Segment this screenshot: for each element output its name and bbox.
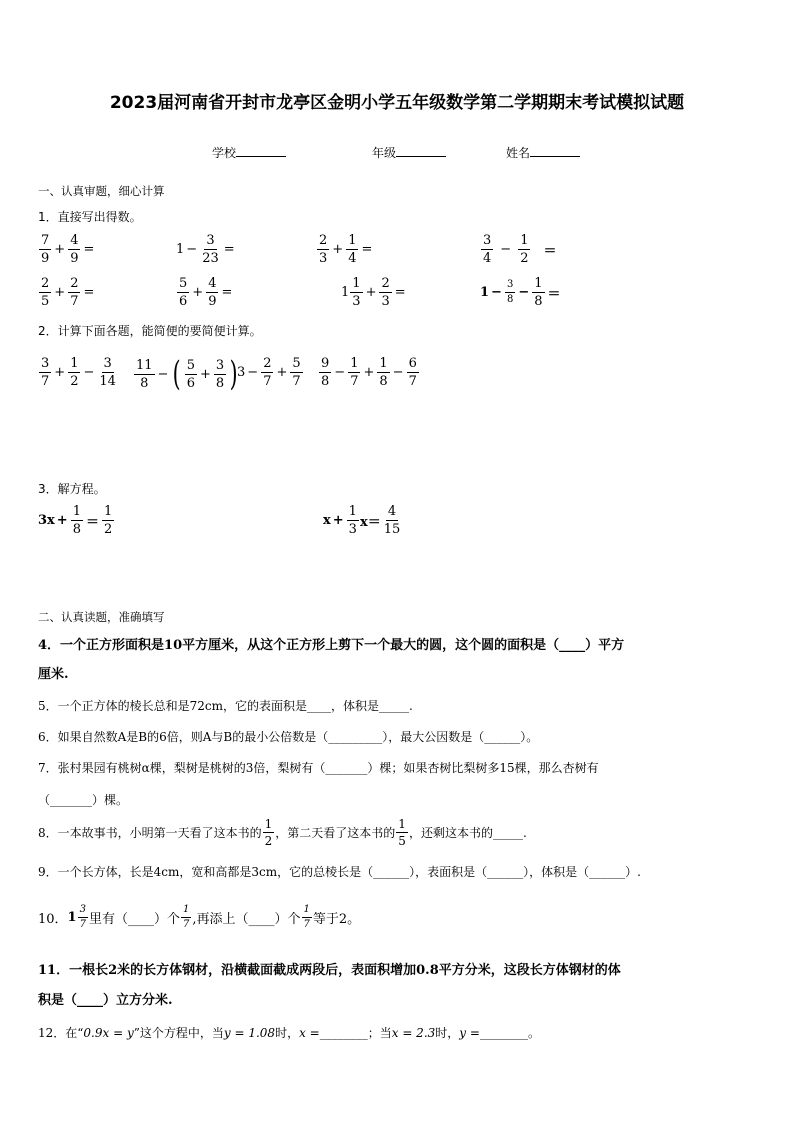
name-blank[interactable] (530, 144, 580, 157)
operator: = (223, 242, 235, 257)
numerator: 3 (41, 356, 50, 371)
q1-item (480, 234, 558, 265)
operator: ＝ (543, 244, 557, 259)
numerator: 1 (350, 356, 359, 371)
denominator: 8 (321, 374, 330, 389)
fraction (134, 359, 155, 390)
numerator: 1 (181, 905, 191, 918)
q4-line1: 4．一个正方形面积是10平方厘米，从这个正方形上剪下一个最大的圆，这个圆的面积是（____）平方 (38, 638, 625, 653)
numerator: 11 (136, 357, 153, 373)
numerator: 5 (179, 276, 188, 291)
fraction (290, 357, 302, 388)
denominator: 8 (506, 294, 514, 305)
denominator: 9 (208, 294, 217, 309)
denominator: 5 (41, 294, 50, 309)
fraction (348, 357, 360, 388)
numerator: 4 (387, 504, 397, 519)
operator: = (83, 285, 95, 300)
q10-post: 等于2。 (312, 912, 361, 927)
fraction (261, 357, 273, 388)
q3-label: 3．解方程。 (38, 482, 106, 496)
denominator: 7 (263, 374, 272, 389)
grade-label: 年级 (372, 146, 397, 160)
q2-item (133, 354, 240, 394)
denominator: 8 (140, 375, 149, 391)
name-label: 姓名 (506, 146, 531, 160)
term: x＝ (359, 515, 381, 530)
term: 3x (38, 513, 55, 528)
right-paren: ) (229, 354, 238, 394)
fraction (68, 357, 80, 388)
q2-item (38, 357, 119, 388)
section2-heading: 二、认真读题，准确填写 (38, 610, 165, 624)
q4-line2: 厘米. (38, 667, 69, 682)
numerator: 3 (78, 905, 88, 918)
q7-line1: 7．张村果园有桃树α棵，梨树是桃树的3倍，梨树有（_______）棵；如果杏树比梨树多15棵，那么杏树有 (38, 761, 599, 775)
operator: − (186, 242, 198, 257)
operator: = (221, 285, 233, 300)
denominator: 14 (99, 374, 116, 389)
q6: 6．如果自然数A是B的6倍，则A与B的最小公倍数是（_________），最大公因数是（______）。 (38, 730, 539, 744)
q12-eq: 0.9x = y (83, 1026, 134, 1040)
denominator: 7 (70, 294, 79, 309)
fraction (39, 234, 51, 265)
denominator: 7 (303, 919, 310, 930)
operator: + (276, 365, 288, 380)
numerator: 3 (103, 356, 112, 371)
fraction (481, 234, 493, 265)
fraction (39, 277, 51, 308)
numerator: 2 (381, 276, 390, 291)
fraction (407, 357, 419, 388)
denominator: 7 (182, 919, 190, 930)
fraction (200, 234, 221, 265)
operator: − (83, 365, 95, 380)
fraction (518, 234, 530, 265)
fraction (185, 359, 197, 390)
operator: + (363, 365, 375, 380)
denominator: 3 (381, 294, 390, 309)
fraction (396, 818, 408, 847)
denominator: 5 (398, 834, 406, 848)
operator: = (361, 242, 373, 257)
fraction (350, 277, 362, 308)
school-blank[interactable] (236, 144, 286, 157)
numerator: 2 (41, 276, 50, 291)
fraction (68, 234, 80, 265)
q1-label: 1．直接写出得数。 (38, 210, 142, 224)
school-field[interactable] (212, 144, 286, 161)
operator: − (334, 365, 346, 380)
numerator: 3 (215, 357, 225, 373)
q10 (38, 905, 360, 930)
operator: = (394, 285, 406, 300)
whole-number: 1 (341, 285, 350, 300)
fraction (505, 280, 515, 305)
q1-item (176, 234, 237, 265)
q1-item (176, 277, 234, 308)
numerator: 3 (206, 233, 215, 248)
operator: + (54, 242, 66, 257)
q12-cond2: x = 2.3 (391, 1026, 436, 1040)
fraction (102, 505, 114, 536)
q2-label: 2．计算下面各题，能简便的要简便计算。 (38, 324, 262, 338)
operator: − (500, 242, 512, 257)
q8 (38, 818, 527, 847)
q11-line2: 积是（____）立方分米. (38, 993, 173, 1008)
whole-number: 1 (176, 242, 185, 257)
term: x (323, 513, 331, 528)
q1-item (38, 277, 96, 308)
operator: − (518, 285, 530, 300)
q10-pre: 10． (38, 912, 68, 927)
numerator: 1 (72, 504, 81, 519)
numerator: 1 (348, 504, 357, 519)
q8-mid: ，第二天看了这本书的 (275, 826, 396, 840)
numerator: 1 (302, 905, 312, 918)
q12 (38, 1024, 540, 1041)
q2-item (237, 357, 304, 388)
operator: + (200, 366, 211, 382)
q3-item (323, 505, 403, 536)
numerator: 3 (483, 233, 492, 248)
q2-item (318, 357, 420, 388)
numerator: 2 (70, 276, 79, 291)
operator: = (83, 242, 95, 257)
q1-item (480, 277, 563, 308)
name-field[interactable] (506, 144, 580, 161)
numerator: 9 (321, 356, 330, 371)
operator: − (491, 285, 502, 300)
denominator: 3 (319, 251, 328, 266)
operator: + (56, 513, 68, 528)
left-paren: ( (173, 354, 182, 394)
numerator: 1 (379, 356, 388, 371)
denominator: 2 (104, 522, 113, 537)
whole-number: 1 (480, 285, 490, 300)
q12-mid2: 时， (275, 1026, 300, 1040)
denominator: 7 (41, 374, 50, 389)
operator: + (365, 285, 377, 300)
fraction (68, 277, 80, 308)
denominator: 7 (408, 374, 417, 389)
denominator: 3 (352, 294, 361, 309)
denominator: 2 (520, 251, 529, 266)
numerator: 7 (41, 233, 50, 248)
numerator: 4 (208, 276, 217, 291)
fraction (206, 277, 218, 308)
fraction (319, 357, 331, 388)
whole-number: 3 (237, 365, 246, 380)
denominator: 4 (348, 251, 357, 266)
q5: 5．一个正方体的棱长总和是72cm，它的表面积是____，体积是_____. (38, 699, 413, 713)
denominator: 9 (41, 251, 50, 266)
denominator: 4 (483, 251, 492, 266)
denominator: 6 (186, 375, 195, 391)
fraction (379, 277, 391, 308)
numerator: 6 (408, 356, 417, 371)
q12-y1: y = (459, 1026, 480, 1040)
numerator: 1 (534, 276, 543, 291)
q12-cond1: y = 1.08 (223, 1026, 276, 1040)
operator: − (247, 365, 259, 380)
operator: + (54, 365, 66, 380)
q10-mid1: 里有（____）个 (88, 912, 180, 927)
section1-heading: 一、认真审题，细心计算 (38, 184, 165, 198)
denominator: 8 (215, 375, 225, 391)
q12-blank1[interactable]: ________；当 (319, 1026, 392, 1040)
numerator: 5 (292, 356, 301, 371)
q3-item (38, 505, 115, 536)
fraction (39, 357, 51, 388)
numerator: 2 (263, 356, 272, 371)
fraction (317, 234, 329, 265)
denominator: 7 (350, 374, 359, 389)
denominator: 3 (348, 522, 357, 537)
numerator: 1 (264, 817, 273, 831)
operator: + (192, 285, 204, 300)
numerator: 2 (319, 233, 328, 248)
whole-number: 1 (67, 910, 77, 925)
denominator: 23 (202, 251, 219, 266)
numerator: 1 (520, 233, 529, 248)
q9: 9．一个长方体，长是4cm，宽和高都是3cm，它的总棱长是（______），表面积是（______），体积是（______）. (38, 865, 641, 879)
denominator: 9 (70, 251, 79, 266)
q12-mid1: ”这个方程中，当 (133, 1026, 224, 1040)
denominator: 2 (70, 374, 79, 389)
q12-mid3: 时， (435, 1026, 460, 1040)
operator: + (332, 513, 344, 528)
denominator: 8 (379, 374, 388, 389)
q12-blank2[interactable]: ________。 (479, 1026, 540, 1040)
numerator: 1 (352, 276, 361, 291)
operator: − (392, 365, 404, 380)
q7-line2: （_______）棵。 (38, 793, 129, 807)
fraction (97, 357, 118, 388)
q10-mid2: ,再添上（____）个 (192, 912, 301, 927)
fraction (214, 359, 226, 390)
page-title: 2023届河南省开封市龙亭区金明小学五年级数学第二学期期末考试模拟试题 (109, 93, 685, 113)
denominator: 6 (179, 294, 188, 309)
fraction (382, 505, 403, 536)
numerator: 1 (398, 817, 406, 831)
numerator: 1 (104, 504, 113, 519)
fraction (302, 905, 312, 930)
operator: − (157, 366, 169, 382)
operator: ＝ (547, 287, 561, 302)
q8-pre: 8．一本故事书，小明第一天看了这本书的 (38, 826, 262, 840)
denominator: 2 (264, 834, 273, 848)
numerator: 1 (70, 356, 79, 371)
operator: ＝ (85, 515, 99, 530)
fraction (532, 277, 544, 308)
denominator: 8 (534, 294, 543, 309)
fraction (346, 234, 358, 265)
fraction (177, 277, 189, 308)
operator: + (54, 285, 66, 300)
school-label: 学校 (212, 146, 237, 160)
numerator: 5 (186, 357, 195, 373)
q12-x1: x = (299, 1026, 320, 1040)
denominator: 15 (383, 522, 401, 537)
fraction (181, 905, 191, 930)
q11-line1: 11．一根长2米的长方体钢材，沿横截面截成两段后，表面积增加0.8平方分米，这段长方体钢材的体 (38, 963, 621, 978)
numerator: 3 (505, 280, 515, 293)
fraction (78, 905, 88, 930)
q1-item (316, 234, 374, 265)
fraction (377, 357, 389, 388)
q1-item (341, 277, 408, 308)
numerator: 1 (348, 233, 357, 248)
fraction (71, 505, 83, 536)
fraction (263, 818, 275, 847)
q8-post: ，还剩这本书的_____. (408, 826, 527, 840)
fraction (347, 505, 359, 536)
q12-pre: 12．在“ (38, 1026, 84, 1040)
grade-field[interactable] (372, 144, 446, 161)
numerator: 4 (70, 233, 79, 248)
denominator: 7 (292, 374, 301, 389)
q1-item (38, 234, 96, 265)
denominator: 8 (72, 522, 81, 537)
grade-blank[interactable] (396, 144, 446, 157)
denominator: 7 (79, 919, 86, 930)
operator: + (332, 242, 344, 257)
